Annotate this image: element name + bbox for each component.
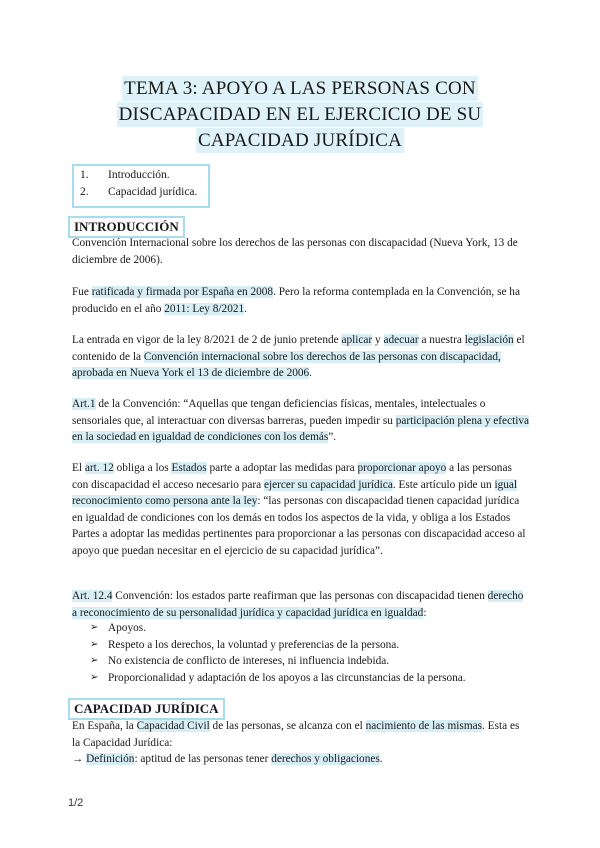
highlight: derechos y obligaciones [271,753,380,765]
highlight: Capacidad Civil [136,720,210,732]
paragraph: En España, la Capacidad Civil de las personas, se alcanza con el nacimiento de las mismas. Esta es la Capacidad Jurídica: [72,720,520,749]
highlight: Estados [171,462,207,474]
arrow-bullet-icon: ➢ [90,655,99,666]
paragraph: → Definición: aptitud de las personas tener derechos y obligaciones. [72,753,383,765]
paragraph: Art. 12.4 Convención: los estados parte reafirman que las personas con discapacidad tienen derecho a reconocimiento de su personalidad jurídica y capacidad jurídica en igualdad: [72,590,524,619]
highlight: aplicar [341,334,373,346]
arrow-bullet-icon: ➢ [90,622,99,633]
arrow-bullet-icon: ➢ [90,638,99,650]
page-title [60,76,540,154]
highlight: 2011: Ley 8/2021 [164,302,245,315]
highlight: legislación [464,334,514,346]
list-item: ➢ Apoyos. [90,620,530,637]
title-line-1: TEMA 3: APOYO A LAS PERSONAS CON [124,78,476,99]
paragraph: Art.1 de la Convención: “Aquellas que tengan deficiencias físicas, mentales, intelectuales o sensoriales que, al interactuar con diversas barreras, pueden impedir su participación plena y efectiva en la sociedad en igualdad de condiciones con los demás”. [72,398,530,443]
list-item: ➢ No existencia de conflicto de intereses, ni influencia indebida. [90,653,530,670]
section-heading-capacidad-juridica: CAPACIDAD JURÍDICA [68,698,225,720]
highlight: participación plena y efectiva en la sociedad en igualdad de condiciones con los demás [72,414,530,443]
paragraph: El art. 12 obliga a los Estados parte a adoptar las medidas para proporcionar apoyo a las personas con discapacidad el acceso necesario para ejercer su capacidad jurídica. Este artículo pide un igual reconocimiento como persona ante la ley: “las personas con discapacidad tienen capacidad jurídica en igualdad de condiciones con los demás en todos los aspectos de la vida, y obliga a los Estados Partes a adoptar las medidas pertinentes para proporcionar a las personas con discapacidad acceso al apoyo que puedan necesitar en el ejercicio de su capacidad jurídica”. [72,462,526,557]
section-heading-introduccion: INTRODUCCIÓN [68,216,185,238]
bullet-list [90,620,530,686]
list-item: ➢ Proporcionalidad y adaptación de los apoyos a las circunstancias de la persona. [90,670,530,687]
highlight: Art.1 [72,398,96,410]
highlight: art. 12 [84,462,114,474]
paragraph: Fue ratificada y firmada por España en 2008. Pero la reforma contemplada en la Convención, se ha producido en el año 2011: Ley 8/2021. [72,286,520,315]
toc-item [80,167,208,184]
highlight: derecho a reconocimiento de su personalidad jurídica y capacidad jurídica en igualdad [72,590,524,619]
highlight: Art. 12.4 [72,590,113,602]
highlight: Definición [86,753,135,765]
toc-number: 2. [80,186,89,198]
arrow-bullet-icon: ➢ [90,671,99,683]
toc-label: Introducción. [108,169,170,181]
arrow-right-icon: → [72,753,87,765]
highlight: igual reconocimiento como persona ante la ley [72,478,518,507]
list-item: ➢ Respeto a los derechos, la voluntad y preferencias de la persona. [90,637,530,654]
toc-label: Capacidad jurídica. [108,186,198,198]
title-line-2: DISCAPACIDAD EN EL EJERCICIO DE SU [118,104,482,125]
highlight: proporcionar apoyo [357,462,447,474]
highlight: nacimiento de las mismas [365,720,483,732]
table-of-contents [72,164,210,208]
paragraph: Convención Internacional sobre los derechos de las personas con discapacidad (Nueva York, 13 de diciembre de 2006). [72,237,518,266]
title-line-3: CAPACIDAD JURÍDICA [197,130,402,151]
highlight: adecuar [383,334,419,346]
highlight: ejercer su capacidad jurídica [263,478,393,491]
toc-number: 1. [80,169,89,181]
highlight: ratificada y firmada por España en 2008 [91,286,274,298]
page-number: 1/2 [68,797,84,809]
highlight: Convención internacional sobre los derechos de las personas con discapacidad, aprobada en Nueva York el 13 de diciembre de 2006 [72,350,501,379]
toc-item [80,184,208,201]
paragraph: La entrada en vigor de la ley 8/2021 de 2 de junio pretende aplicar y adecuar a nuestra legislación el contenido de la Convención internacional sobre los derechos de las personas con discapacidad, aprobada en Nueva York el 13 de diciembre de 2006. [72,334,525,379]
